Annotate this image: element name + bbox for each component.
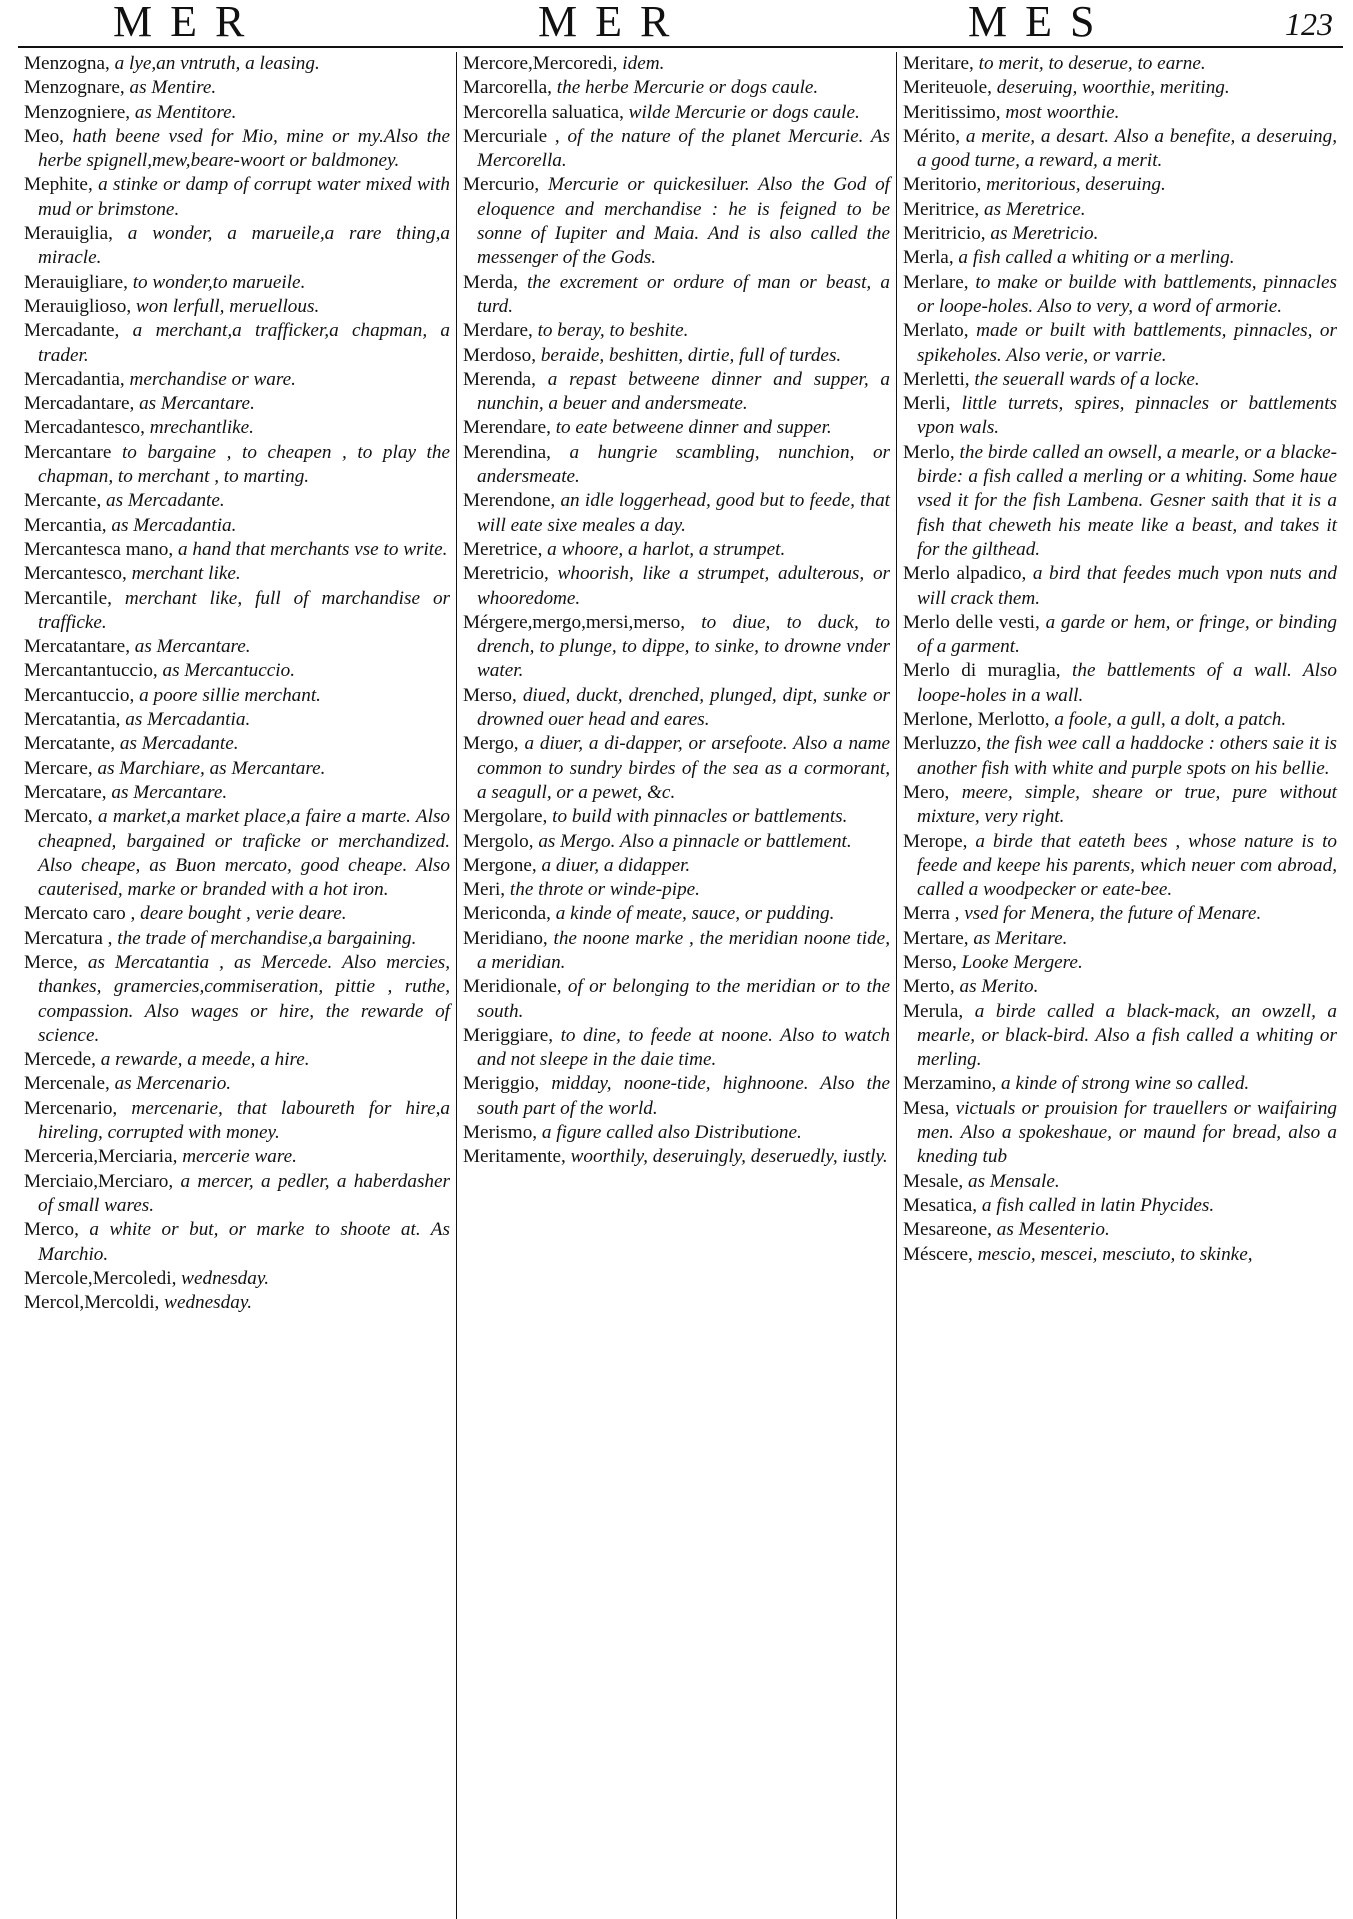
- entry-definition: a hungrie scambling, nunchion, or andersmeate.: [477, 441, 890, 488]
- entry-definition: the herbe Mercurie or dogs caule.: [556, 77, 819, 99]
- entry-headword: Mercadantesco,: [24, 417, 145, 439]
- entry-definition: as Meretrice.: [983, 198, 1086, 220]
- entry-definition: merchandise or ware.: [129, 368, 296, 390]
- entry-definition: midday, noone-tide, highnoone. Also the south part of the world.: [477, 1073, 890, 1119]
- entry-definition: as Mercadantia.: [111, 514, 237, 536]
- entry-definition: mercenarie, that laboureth for hire,a hireling, corrupted with money.: [38, 1097, 451, 1144]
- entry-headword: Mercato caro ,: [24, 903, 136, 925]
- dictionary-entry: [903, 1170, 1337, 1194]
- entry-definition: mercerie ware.: [182, 1146, 297, 1168]
- entry-definition: a diuer, a di-dapper, or arsefoote. Also a name common to sundry birdes of the sea as a cormorant, a seagull, or a pewet, &c.: [477, 733, 891, 803]
- entry-headword: Merceria,Merciaria,: [24, 1146, 178, 1168]
- entry-headword: Mercantare: [24, 441, 112, 463]
- dictionary-entry: [903, 101, 1337, 125]
- column-1: [18, 52, 456, 1919]
- entry-headword: Mero,: [903, 781, 950, 803]
- entry-headword: Merendone,: [463, 490, 556, 512]
- entry-definition: woorthily, deseruingly, deseruedly, iustly.: [570, 1146, 888, 1168]
- dictionary-entry: [903, 1243, 1337, 1267]
- entry-headword: Meridiano,: [463, 927, 548, 949]
- entry-definition: a lye,an vntruth, a leasing.: [114, 53, 320, 74]
- entry-definition: a white or but, or marke to shoote at. As Marchio.: [38, 1219, 450, 1265]
- dictionary-entry: [903, 76, 1337, 100]
- dictionary-entry: [24, 732, 450, 756]
- entry-definition: meritorious, deseruing.: [986, 174, 1166, 196]
- entry-definition: a merite, a desart. Also a benefite, a deseruing, a good turne, a reward, a merit.: [917, 125, 1338, 172]
- entry-definition: to merit, to deserue, to earne.: [978, 53, 1206, 74]
- entry-headword: Mephite,: [24, 174, 93, 196]
- entry-headword: Meri,: [463, 879, 506, 901]
- dictionary-entry: [463, 76, 890, 100]
- dictionary-entry: [903, 368, 1337, 392]
- dictionary-entry: [903, 1194, 1337, 1218]
- entry-headword: Merdare,: [463, 320, 533, 342]
- entry-headword: Mercadantia,: [24, 368, 125, 390]
- entry-headword: Merlone, Merlotto,: [903, 709, 1050, 731]
- entry-definition: wilde Mercurie or dogs caule.: [628, 101, 860, 123]
- dictionary-entry: [463, 368, 890, 417]
- dictionary-entry: [463, 173, 890, 270]
- entry-headword: Merlo delle vesti,: [903, 611, 1040, 633]
- dictionary-entry: [903, 659, 1337, 708]
- entry-headword: Meriggio,: [463, 1073, 540, 1095]
- dictionary-entry: [463, 854, 890, 878]
- dictionary-entry: [24, 101, 450, 125]
- dictionary-entry: [903, 173, 1337, 197]
- entry-definition: a poore sillie merchant.: [139, 684, 321, 706]
- dictionary-entry: [24, 951, 450, 1048]
- entry-headword: Mercatantia,: [24, 709, 121, 731]
- entry-headword: Meritorio,: [903, 174, 982, 196]
- dictionary-entry: [903, 781, 1337, 830]
- entry-headword: Mesareone,: [903, 1219, 992, 1241]
- entry-headword: Merra ,: [903, 903, 960, 925]
- entry-headword: Mercantuccio,: [24, 684, 135, 706]
- entry-definition: the seuerall wards of a locke.: [974, 368, 1200, 390]
- running-head-center: MER: [538, 0, 688, 46]
- entry-headword: Mericonda,: [463, 903, 551, 925]
- entry-definition: made or built with battlements, pinnacles, or spikeholes. Also verie, or varrie.: [917, 320, 1337, 366]
- dictionary-entry: [24, 708, 450, 732]
- dictionary-entry: [24, 319, 450, 368]
- dictionary-entry: [24, 757, 450, 781]
- entry-definition: as Mercadante.: [106, 490, 225, 512]
- entry-definition: a foole, a gull, a dolt, a patch.: [1054, 709, 1287, 731]
- dictionary-entry: [903, 52, 1337, 76]
- dictionary-entry: [24, 125, 450, 174]
- entry-definition: the fish wee call a haddocke : others saie it is another fish with white and purple spots on his bellie.: [917, 733, 1338, 779]
- dictionary-entry: [24, 271, 450, 295]
- entry-headword: Meritrice,: [903, 198, 980, 220]
- entry-definition: to eate betweene dinner and supper.: [555, 417, 832, 439]
- entry-headword: Mertare,: [903, 927, 969, 949]
- entry-definition: to make or builde with battlements, pinnacles or loope-holes. Also to very, a word of armorie.: [917, 271, 1338, 317]
- entry-definition: idem.: [622, 53, 665, 74]
- entry-definition: the birde called an owsell, a mearle, or a blacke-birde: a fish called a merling or a whiting. Some haue vsed it for the fish Lambena. Gesner saith that it is a fish that cheweth his meate like a beast, and takes it for the gilthead.: [917, 441, 1338, 560]
- dictionary-entry: [463, 684, 890, 733]
- entry-definition: of or belonging to the meridian or to the south.: [477, 976, 890, 1022]
- dictionary-entry: [463, 125, 890, 174]
- entry-headword: Merauigliare,: [24, 271, 128, 293]
- dictionary-entry: [24, 1145, 450, 1169]
- dictionary-entry: [903, 975, 1337, 999]
- dictionary-entry: [24, 1218, 450, 1267]
- entry-headword: Merula,: [903, 1000, 964, 1022]
- dictionary-entry: [463, 927, 890, 976]
- dictionary-entry: [24, 684, 450, 708]
- entry-headword: Mercante,: [24, 490, 102, 512]
- entry-definition: deseruing, woorthie, meriting.: [996, 77, 1230, 99]
- entry-headword: Merauiglioso,: [24, 295, 132, 317]
- entry-headword: Mercare,: [24, 757, 93, 779]
- dictionary-entry: [903, 222, 1337, 246]
- entry-headword: Mesa,: [903, 1097, 950, 1119]
- entry-definition: a market,a market place,a faire a marte. Also cheapned, bargained or traficke or merchandized. Also cheape, as Buon mercato, good cheape. Also cauterised, marke or branded with a hot iron.: [38, 806, 451, 901]
- entry-headword: Mercorella saluatica,: [463, 101, 624, 123]
- entry-definition: to wonder,to marueile.: [132, 271, 306, 293]
- entry-definition: to diue, to duck, to drench, to plunge, to dippe, to sinke, to drowne vnder water.: [477, 611, 891, 682]
- dictionary-entry: [24, 659, 450, 683]
- dictionary-entry: [24, 1267, 450, 1291]
- column-2: [456, 52, 896, 1919]
- entry-definition: as Meritare.: [973, 927, 1068, 949]
- dictionary-entry: [903, 392, 1337, 441]
- dictionary-entry: [24, 805, 450, 902]
- entry-headword: Mercol,Mercoldi,: [24, 1292, 160, 1314]
- dictionary-entry: [463, 1121, 890, 1145]
- dictionary-entry: [903, 1000, 1337, 1073]
- dictionary-entry: [463, 611, 890, 684]
- dictionary-entry: [463, 562, 890, 611]
- entry-headword: Mercede,: [24, 1049, 96, 1071]
- dictionary-entry: [24, 1048, 450, 1072]
- entry-definition: to build with pinnacles or battlements.: [552, 806, 848, 828]
- entry-definition: to dine, to feede at noone. Also to watch and not sleepe in the daie time.: [477, 1024, 891, 1071]
- dictionary-entry: [24, 295, 450, 319]
- entry-headword: Mercenale,: [24, 1073, 110, 1095]
- dictionary-entry: [24, 1097, 450, 1146]
- entry-definition: as Mentire.: [129, 77, 217, 99]
- dictionary-entry: [463, 805, 890, 829]
- entry-definition: wednesday.: [181, 1267, 270, 1289]
- running-head-left: MER: [113, 0, 263, 46]
- columns: [18, 52, 1343, 1919]
- dictionary-entry: [24, 76, 450, 100]
- dictionary-entry: [903, 319, 1337, 368]
- entry-headword: Mercatare,: [24, 781, 107, 803]
- entry-headword: Mercenario,: [24, 1097, 118, 1119]
- dictionary-entry: [463, 271, 890, 320]
- entry-headword: Merco,: [24, 1219, 79, 1241]
- entry-definition: as Merito.: [959, 976, 1039, 998]
- dictionary-entry: [903, 732, 1337, 781]
- entry-definition: an idle loggerhead, good but to feede, that will eate sixe meales a day.: [477, 490, 890, 536]
- entry-headword: Merto,: [903, 976, 955, 998]
- dictionary-entry: [24, 1170, 450, 1219]
- entry-definition: little turrets, spires, pinnacles or battlements vpon wals.: [917, 393, 1338, 439]
- entry-definition: wednesday.: [164, 1292, 253, 1314]
- entry-definition: as Mercenario.: [114, 1073, 232, 1095]
- entry-headword: Merso,: [463, 684, 517, 706]
- dictionary-entry: [463, 489, 890, 538]
- entry-definition: won lerfull, meruellous.: [135, 295, 320, 317]
- dictionary-entry: [24, 538, 450, 562]
- entry-definition: as Mentitore.: [134, 101, 237, 123]
- entry-definition: the excrement or ordure of man or beast, a turd.: [477, 271, 890, 317]
- dictionary-entry: [24, 441, 450, 490]
- entry-headword: Mergolare,: [463, 806, 548, 828]
- entry-definition: merchant like.: [131, 563, 241, 585]
- entry-headword: Mercantia,: [24, 514, 107, 536]
- entry-definition: victuals or prouision for trauellers or waifairing men. Also a spokeshaue, or maund for bread, also a kneding tub: [917, 1097, 1338, 1168]
- entry-headword: Menzogniere,: [24, 101, 131, 123]
- entry-headword: Merlare,: [903, 271, 969, 293]
- entry-headword: Merluzzo,: [903, 733, 982, 755]
- entry-headword: Mercantesca mano,: [24, 538, 174, 560]
- dictionary-entry: [24, 222, 450, 271]
- entry-headword: Merciaio,Merciaro,: [24, 1170, 174, 1192]
- entry-headword: Merda,: [463, 271, 518, 293]
- entry-headword: Meritissimo,: [903, 101, 1001, 123]
- entry-headword: Meriteuole,: [903, 77, 992, 99]
- entry-definition: the trade of merchandise,a bargaining.: [117, 927, 417, 949]
- entry-headword: Mérito,: [903, 125, 961, 147]
- entry-definition: a birde that eateth bees , whose nature is to feede and keepe his parents, which neuer com abroad, called a woodpecker or eate-bee.: [917, 830, 1337, 901]
- entry-definition: a stinke or damp of corrupt water mixed with mud or brimstone.: [38, 174, 451, 220]
- dictionary-entry: [903, 1218, 1337, 1242]
- entry-headword: Mérgere,mergo,mersi,merso,: [463, 611, 686, 633]
- dictionary-entry: [24, 368, 450, 392]
- dictionary-entry: [463, 52, 890, 76]
- entry-headword: Merlo alpadico,: [903, 563, 1027, 585]
- dictionary-entry: [903, 125, 1337, 174]
- entry-headword: Mergo,: [463, 733, 519, 755]
- entry-definition: whoorish, like a strumpet, adulterous, or whooredome.: [477, 563, 891, 609]
- entry-definition: as Mercatantia , as Mercede. Also mercies, thankes, gramercies,commiseration, pittie , ruthe, compassion. Also wages or hire, the rewarde of science.: [38, 951, 450, 1046]
- entry-headword: Merletti,: [903, 368, 970, 390]
- dictionary-entry: [24, 52, 450, 76]
- column-3: [896, 52, 1343, 1919]
- entry-headword: Meritare,: [903, 53, 974, 74]
- entry-definition: a fish called in latin Phycides.: [981, 1194, 1215, 1216]
- dictionary-entry: [903, 198, 1337, 222]
- entry-definition: as Mercantuccio.: [162, 660, 296, 682]
- entry-headword: Mercato,: [24, 806, 93, 828]
- entry-definition: the throte or winde-pipe.: [509, 879, 700, 901]
- entry-headword: Merso,: [903, 951, 957, 973]
- entry-definition: of the nature of the planet Mercurie. As Mercorella.: [477, 125, 891, 172]
- dictionary-entry: [463, 830, 890, 854]
- dictionary-entry: [463, 1024, 890, 1073]
- dictionary-entry: [463, 344, 890, 368]
- dictionary-entry: [24, 416, 450, 440]
- entry-headword: Merendina,: [463, 441, 551, 463]
- entry-definition: a kinde of meate, sauce, or pudding.: [555, 903, 835, 925]
- dictionary-entry: [903, 1072, 1337, 1096]
- entry-definition: the battlements of a wall. Also loope-holes in a wall.: [917, 660, 1338, 706]
- dictionary-entry: [903, 611, 1337, 660]
- entry-headword: Merla,: [903, 247, 954, 269]
- entry-definition: as Mergo. Also a pinnacle or battlement.: [538, 830, 852, 852]
- entry-definition: Looke Mergere.: [961, 951, 1083, 973]
- entry-definition: meere, simple, sheare or true, pure without mixture, very right.: [917, 781, 1338, 828]
- dictionary-entry: [463, 732, 890, 805]
- entry-definition: hath beene vsed for Mio, mine or my.Also the herbe spignell,mew,beare-woort or baldmoney.: [38, 125, 451, 172]
- entry-definition: deare bought , verie deare.: [140, 903, 347, 925]
- dictionary-entry: [903, 708, 1337, 732]
- entry-headword: Merdoso,: [463, 344, 537, 366]
- dictionary-entry: [24, 781, 450, 805]
- entry-definition: mescio, mescei, mesciuto, to skinke,: [977, 1243, 1253, 1265]
- entry-headword: Merce,: [24, 951, 78, 973]
- dictionary-entry: [463, 1145, 890, 1169]
- entry-definition: a rewarde, a meede, a hire.: [100, 1049, 310, 1071]
- entry-headword: Mergolo,: [463, 830, 534, 852]
- entry-headword: Méscere,: [903, 1243, 973, 1265]
- entry-definition: mrechantlike.: [149, 417, 254, 439]
- entry-headword: Merope,: [903, 830, 968, 852]
- entry-headword: Merenda,: [463, 368, 536, 390]
- dictionary-entry: [24, 902, 450, 926]
- entry-definition: a fish called a whiting or a merling.: [958, 247, 1235, 269]
- entry-headword: Merendare,: [463, 417, 551, 439]
- entry-headword: Merismo,: [463, 1122, 538, 1144]
- entry-definition: to bargaine , to cheapen , to play the chapman, to merchant , to marting.: [38, 441, 450, 488]
- entry-definition: most woorthie.: [1005, 101, 1120, 123]
- entry-definition: a kinde of strong wine so called.: [1001, 1073, 1250, 1095]
- dictionary-entry: [463, 319, 890, 343]
- entry-definition: merchant like, full of marchandise or trafficke.: [38, 587, 451, 633]
- entry-definition: vsed for Menera, the future of Menare.: [964, 903, 1262, 925]
- entry-headword: Meretricio,: [463, 563, 549, 585]
- entry-definition: as Mercadantia.: [125, 709, 251, 731]
- dictionary-entry: [903, 246, 1337, 270]
- entry-headword: Mergone,: [463, 854, 537, 876]
- entry-headword: Mercore,Mercoredi,: [463, 53, 618, 74]
- dictionary-entry: [463, 538, 890, 562]
- dictionary-entry: [903, 951, 1337, 975]
- entry-definition: a merchant,a trafficker,a chapman, a trader.: [38, 320, 451, 366]
- entry-headword: Mercatura ,: [24, 927, 113, 949]
- dictionary-entry: [24, 635, 450, 659]
- entry-headword: Meo,: [24, 125, 64, 147]
- dictionary-entry: [903, 1097, 1337, 1170]
- dictionary-entry: [903, 830, 1337, 903]
- entry-headword: Merzamino,: [903, 1073, 997, 1095]
- entry-headword: Mercantantuccio,: [24, 660, 158, 682]
- entry-headword: Meritamente,: [463, 1146, 566, 1168]
- dictionary-entry: [463, 902, 890, 926]
- dictionary-entry: [903, 902, 1337, 926]
- entry-headword: Mercatantare,: [24, 636, 130, 658]
- entry-definition: a hand that merchants vse to write.: [177, 538, 448, 560]
- entry-definition: a birde called a black-mack, an owzell, a mearle, or black-bird. Also a fish called a whiting or merling.: [917, 1000, 1337, 1071]
- dictionary-entry: [903, 562, 1337, 611]
- entry-definition: as Mercantare.: [111, 781, 228, 803]
- entry-definition: a repast betweene dinner and supper, a nunchin, a beuer and andersmeate.: [477, 368, 891, 415]
- entry-headword: Meridionale,: [463, 976, 562, 998]
- entry-headword: Meriggiare,: [463, 1024, 554, 1046]
- entry-definition: the noone marke , the meridian noone tide, a meridian.: [477, 927, 890, 973]
- page-number: 123: [1285, 6, 1333, 42]
- entry-headword: Mercadante,: [24, 320, 120, 342]
- entry-headword: Mercuriale ,: [463, 125, 560, 147]
- dictionary-entry: [463, 878, 890, 902]
- dictionary-entry: [463, 416, 890, 440]
- dictionary-entry: [24, 1291, 450, 1315]
- dictionary-entry: [463, 1072, 890, 1121]
- dictionary-entry: [903, 927, 1337, 951]
- entry-headword: Mercadantare,: [24, 393, 135, 415]
- dictionary-entry: [463, 975, 890, 1024]
- dictionary-entry: [24, 927, 450, 951]
- entry-headword: Merlo,: [903, 441, 955, 463]
- entry-definition: a bird that feedes much vpon nuts and will crack them.: [917, 563, 1337, 609]
- dictionary-entry: [903, 271, 1337, 320]
- entry-headword: Menzognare,: [24, 77, 125, 99]
- entry-definition: as Marchiare, as Mercantare.: [97, 757, 326, 779]
- dictionary-entry: [24, 514, 450, 538]
- entry-headword: Mesatica,: [903, 1194, 978, 1216]
- entry-headword: Meretrice,: [463, 538, 543, 560]
- entry-definition: a garde or hem, or fringe, or binding of a garment.: [917, 611, 1338, 658]
- entry-definition: as Mercantare.: [134, 636, 251, 658]
- page-header: [18, 0, 1343, 48]
- dictionary-entry: [463, 101, 890, 125]
- entry-definition: as Meretricio.: [990, 223, 1099, 245]
- entry-headword: Mesale,: [903, 1170, 964, 1192]
- dictionary-entry: [463, 441, 890, 490]
- entry-headword: Merli,: [903, 393, 951, 415]
- entry-definition: Mercurie or quickesiluer. Also the God of eloquence and merchandise : he is feigned to be sonne of Iupiter and Maia. And is also called the messenger of the Gods.: [477, 174, 891, 269]
- dictionary-entry: [24, 1072, 450, 1096]
- entry-definition: as Mesenterio.: [996, 1219, 1110, 1241]
- entry-definition: as Mercadante.: [119, 733, 239, 755]
- entry-headword: Merlato,: [903, 320, 969, 342]
- entry-definition: a figure called also Distributione.: [541, 1122, 802, 1144]
- dictionary-entry: [24, 489, 450, 513]
- entry-headword: Meritricio,: [903, 223, 986, 245]
- dictionary-entry: [24, 562, 450, 586]
- entry-definition: to beray, to beshite.: [537, 320, 689, 342]
- entry-headword: Merlo di muraglia,: [903, 660, 1061, 682]
- dictionary-entry: [24, 392, 450, 416]
- entry-headword: Marcorella,: [463, 77, 552, 99]
- dictionary-entry: [24, 173, 450, 222]
- entry-headword: Mercurio,: [463, 174, 540, 196]
- entry-definition: a wonder, a marueile,a rare thing,a miracle.: [38, 223, 451, 269]
- entry-definition: a mercer, a pedler, a haberdasher of small wares.: [38, 1170, 450, 1216]
- entry-headword: Menzogna,: [24, 53, 110, 74]
- entry-headword: Mercantesco,: [24, 563, 127, 585]
- entry-definition: beraide, beshitten, dirtie, full of turdes.: [540, 344, 842, 366]
- entry-definition: diued, duckt, drenched, plunged, dipt, sunke or drowned ouer head and eares.: [477, 684, 891, 731]
- entry-definition: as Mercantare.: [139, 393, 255, 415]
- dictionary-entry: [903, 441, 1337, 562]
- entry-headword: Merauiglia,: [24, 223, 113, 245]
- entry-definition: a diuer, a didapper.: [541, 854, 691, 876]
- entry-definition: as Mensale.: [968, 1170, 1060, 1192]
- entry-headword: Mercole,Mercoledi,: [24, 1267, 177, 1289]
- entry-headword: Mercantile,: [24, 587, 112, 609]
- running-head-right: MES: [968, 0, 1113, 46]
- dictionary-entry: [24, 587, 450, 636]
- entry-definition: a whoore, a harlot, a strumpet.: [547, 538, 786, 560]
- entry-headword: Mercatante,: [24, 733, 116, 755]
